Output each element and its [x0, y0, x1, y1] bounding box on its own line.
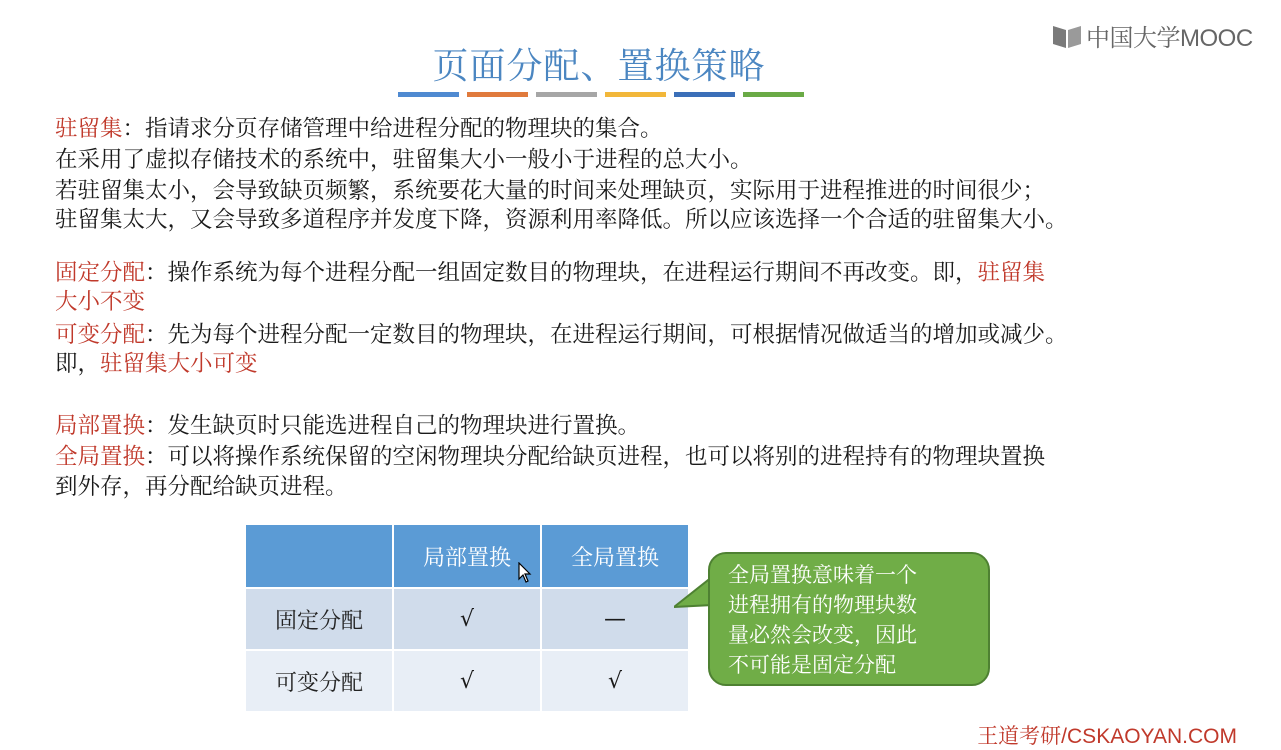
resident-set-definition	[55, 114, 663, 144]
fixed-allocation-definition	[55, 258, 1045, 288]
global-replacement-definition	[55, 442, 1045, 472]
term-variable-allocation: 可变分配	[55, 322, 146, 348]
table-corner-cell	[245, 524, 393, 588]
prefix-text: 即，	[55, 351, 101, 377]
table-header-row	[245, 524, 689, 588]
stripe-1	[398, 92, 459, 97]
callout-line: 全局置换意味着一个	[728, 563, 917, 587]
callout-line: 不可能是固定分配	[728, 653, 896, 677]
paragraph-line: 到外存，再分配给缺页进程。	[55, 474, 348, 500]
header-global-replacement: 全局置换	[541, 524, 689, 588]
table-cell: √	[393, 650, 541, 712]
mouse-pointer-icon	[518, 562, 532, 584]
term-global-replacement: 全局置换	[55, 444, 146, 470]
variable-allocation-definition	[55, 320, 1068, 350]
term-resident-set: 驻留集	[55, 116, 123, 142]
footer-watermark: 王道考研/CSKAOYAN.COM	[977, 725, 1237, 748]
stripe-4	[605, 92, 666, 97]
term-local-replacement: 局部置换	[55, 413, 146, 439]
header-local-replacement: 局部置换	[393, 524, 541, 588]
paragraph-line: 若驻留集太小，会导致缺页频繁，系统要花大量的时间来处理缺页，实际用于进程推进的时间很少；	[55, 178, 1046, 204]
stripe-5	[674, 92, 735, 97]
title-stripes	[398, 92, 804, 97]
row-label: 固定分配	[245, 588, 393, 650]
logo-text: 中国大学MOOC	[1086, 24, 1253, 52]
definition-text: ：先为每个进程分配一定数目的物理块，在进程运行期间，可根据情况做适当的增加或减少。	[145, 322, 1068, 348]
stripe-3	[536, 92, 597, 97]
slide-title: 页面分配、置换策略	[432, 46, 766, 87]
local-replacement-definition	[55, 411, 640, 441]
callout-line: 量必然会改变，因此	[728, 623, 917, 647]
paragraph-line: 驻留集太大，又会导致多道程序并发度下降，资源利用率降低。所以应该选择一个合适的驻留集大小。	[55, 207, 1068, 233]
paragraph-line: 在采用了虚拟存储技术的系统中，驻留集大小一般小于进程的总大小。	[55, 147, 753, 173]
callout-line: 进程拥有的物理块数	[728, 593, 917, 617]
highlight-text: 驻留集大小可变	[100, 351, 258, 377]
definition-text: ：可以将操作系统保留的空闲物理块分配给缺页进程，也可以将别的进程持有的物理块置换	[145, 444, 1046, 470]
paragraph-line	[55, 349, 258, 379]
term-fixed-allocation: 固定分配	[55, 260, 146, 286]
table-row	[245, 650, 689, 712]
definition-text: ：发生缺页时只能选进程自己的物理块进行置换。	[145, 413, 641, 439]
stripe-2	[467, 92, 528, 97]
table-cell: √	[541, 650, 689, 712]
highlight-text: 驻留集	[977, 260, 1046, 286]
table-cell: √	[393, 588, 541, 650]
table-row	[245, 588, 689, 650]
highlight-line: 大小不变	[55, 289, 146, 315]
callout-bubble	[708, 552, 990, 686]
row-label: 可变分配	[245, 650, 393, 712]
stripe-6	[743, 92, 804, 97]
definition-text: ：操作系统为每个进程分配一组固定数目的物理块，在进程运行期间不再改变。即，	[145, 260, 978, 286]
table-cell: —	[541, 588, 689, 650]
definition-text: ：指请求分页存储管理中给进程分配的物理块的集合。	[122, 116, 663, 142]
comparison-table	[244, 523, 690, 713]
